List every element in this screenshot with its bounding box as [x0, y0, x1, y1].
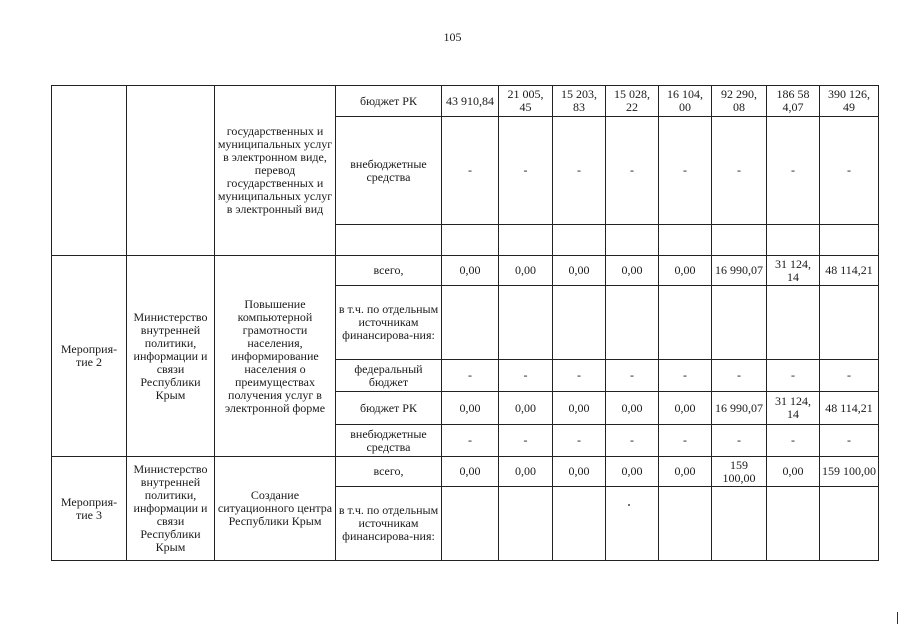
- value-cell: [659, 487, 712, 561]
- value-cell: -: [553, 117, 606, 225]
- executor-cell: Министерство внутренней политики, информации и связи Республики Крым: [127, 457, 215, 561]
- value-cell: 15 028, 22: [606, 86, 659, 117]
- executor-cell: Министерство внутренней политики, информации и связи Республики Крым: [127, 256, 215, 457]
- value-cell: [499, 286, 553, 360]
- value-cell: 0,00: [553, 392, 606, 425]
- value-cell: 0,00: [659, 256, 712, 286]
- funding-source-cell: [336, 225, 442, 256]
- value-cell: [820, 286, 879, 360]
- value-cell: 21 005, 45: [499, 86, 553, 117]
- value-cell: [659, 225, 712, 256]
- table-row: [52, 256, 879, 286]
- executor-cell: [127, 86, 215, 256]
- value-cell: 0,00: [499, 392, 553, 425]
- value-cell: 159 100,00: [712, 457, 767, 487]
- value-cell: -: [606, 425, 659, 457]
- measure-name-cell: Повышение компьютерной грамотности населения, информирование населения о преимуществах получения услуг в электронной форме: [215, 256, 336, 457]
- margin-mark: [897, 612, 898, 624]
- value-cell: 0,00: [767, 457, 820, 487]
- value-cell: 0,00: [442, 457, 499, 487]
- measure-number-cell: Мероприя-тие 2: [52, 256, 127, 457]
- value-cell: 186 58 4,07: [767, 86, 820, 117]
- value-cell: [712, 225, 767, 256]
- page-number: 105: [443, 30, 462, 44]
- measure-number-cell: Мероприя-тие 3: [52, 457, 127, 561]
- value-cell: -: [553, 425, 606, 457]
- value-cell: [499, 225, 553, 256]
- value-cell: 16 990,07: [712, 392, 767, 425]
- value-cell: [767, 286, 820, 360]
- funding-source-cell: бюджет РК: [336, 86, 442, 117]
- value-cell: [499, 487, 553, 561]
- value-cell: 0,00: [606, 256, 659, 286]
- value-cell: 0,00: [659, 392, 712, 425]
- value-cell: -: [712, 425, 767, 457]
- value-cell: -: [499, 425, 553, 457]
- value-cell: 43 910,84: [442, 86, 499, 117]
- value-cell: -: [820, 117, 879, 225]
- value-cell: [767, 225, 820, 256]
- value-cell: 15 203, 83: [553, 86, 606, 117]
- value-cell: 92 290, 08: [712, 86, 767, 117]
- value-cell: [553, 487, 606, 561]
- value-cell: -: [659, 425, 712, 457]
- funding-source-cell: внебюджетные средства: [336, 425, 442, 457]
- value-cell: -: [712, 117, 767, 225]
- value-cell: -: [442, 117, 499, 225]
- value-cell: 16 990,07: [712, 256, 767, 286]
- value-cell: 159 100,00: [820, 457, 879, 487]
- value-cell: [820, 487, 879, 561]
- value-cell: 31 124, 14: [767, 256, 820, 286]
- measure-name-cell: государственных и муниципальных услуг в электронном виде, перевод государственных и муниципальных услуг в электронный вид: [215, 86, 336, 256]
- funding-source-cell: федеральный бюджет: [336, 360, 442, 392]
- value-cell: 0,00: [499, 256, 553, 286]
- funding-source-cell: всего,: [336, 457, 442, 487]
- value-cell: -: [499, 117, 553, 225]
- value-cell: -: [659, 117, 712, 225]
- value-cell: 48 114,21: [820, 392, 879, 425]
- value-cell: 0,00: [553, 256, 606, 286]
- funding-source-cell: всего,: [336, 256, 442, 286]
- value-cell: -: [712, 360, 767, 392]
- value-cell: 31 124, 14: [767, 392, 820, 425]
- value-cell: [606, 286, 659, 360]
- value-cell: [659, 286, 712, 360]
- value-cell: 0,00: [442, 256, 499, 286]
- funding-source-cell: в т.ч. по отдельным источникам финансирова-ния:: [336, 487, 442, 561]
- value-cell: [712, 286, 767, 360]
- value-cell: 0,00: [499, 457, 553, 487]
- value-cell: 0,00: [553, 457, 606, 487]
- value-cell: 0,00: [442, 392, 499, 425]
- measure-name-cell: Создание ситуационного центра Республики Крым: [215, 457, 336, 561]
- value-cell: -: [442, 425, 499, 457]
- value-cell: 390 126, 49: [820, 86, 879, 117]
- value-cell: -: [553, 360, 606, 392]
- value-cell: -: [767, 425, 820, 457]
- value-cell: -: [767, 360, 820, 392]
- value-cell: 0,00: [606, 457, 659, 487]
- value-cell: -: [442, 360, 499, 392]
- value-cell: 16 104, 00: [659, 86, 712, 117]
- value-cell: [606, 487, 659, 561]
- value-cell: -: [606, 117, 659, 225]
- value-cell: [442, 487, 499, 561]
- funding-source-cell: внебюджетные средства: [336, 117, 442, 225]
- value-cell: [820, 225, 879, 256]
- value-cell: 48 114,21: [820, 256, 879, 286]
- value-cell: 0,00: [659, 457, 712, 487]
- table-row: [52, 86, 879, 117]
- funding-source-cell: в т.ч. по отдельным источникам финансирова-ния:: [336, 286, 442, 360]
- value-cell: [712, 487, 767, 561]
- measure-number-cell: [52, 86, 127, 256]
- value-cell: -: [606, 360, 659, 392]
- value-cell: [442, 225, 499, 256]
- funding-table: [51, 85, 879, 561]
- value-cell: [606, 225, 659, 256]
- value-cell: -: [820, 425, 879, 457]
- value-cell: [553, 225, 606, 256]
- value-cell: [442, 286, 499, 360]
- value-cell: -: [659, 360, 712, 392]
- scan-speck: [628, 504, 630, 506]
- table-row: [52, 457, 879, 487]
- value-cell: -: [767, 117, 820, 225]
- value-cell: 0,00: [606, 392, 659, 425]
- funding-source-cell: бюджет РК: [336, 392, 442, 425]
- value-cell: [767, 487, 820, 561]
- value-cell: -: [820, 360, 879, 392]
- value-cell: [553, 286, 606, 360]
- value-cell: -: [499, 360, 553, 392]
